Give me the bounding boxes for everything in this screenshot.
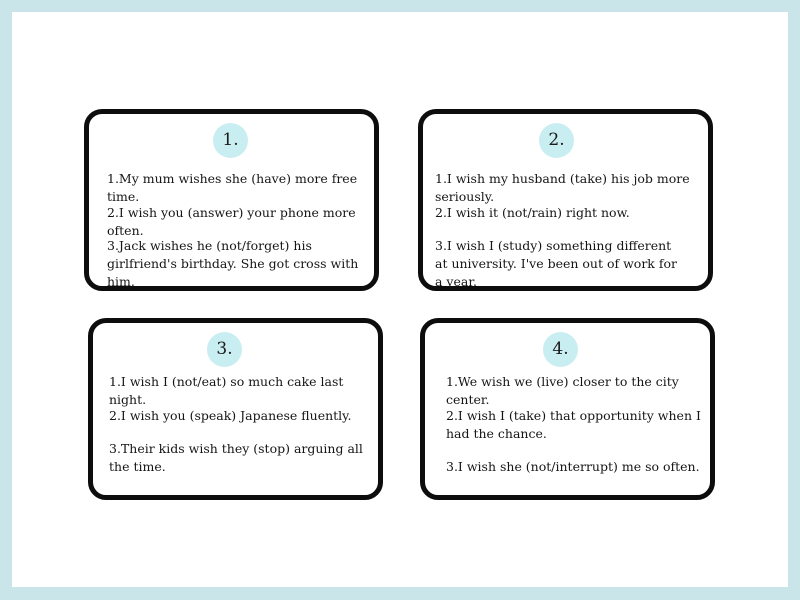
card-2-sentence-3: 3.I wish I (study) something different at university. I've been out of work for a year.	[435, 238, 677, 289]
worksheet	[12, 12, 788, 587]
card-3-sentence-1: 1.I wish I (not/eat) so much cake last night.	[109, 374, 344, 407]
card-1-sentence-3: 3.Jack wishes he (not/forget) his girlfriend's birthday. She got cross with him.	[107, 238, 359, 289]
card-2-sentence-1: 1.I wish my husband (take) his job more seriously.	[435, 171, 690, 204]
card-3-sentence-2: 2.I wish you (speak) Japanese fluently.	[109, 408, 352, 423]
card-number-badge-3: 3.	[207, 332, 242, 367]
card-4-sentence-2: 2.I wish I (take) that opportunity when I had the chance.	[446, 408, 701, 441]
card-number-badge-2: 2.	[539, 123, 574, 158]
card-2-sentence-2: 2.I wish it (not/rain) right now.	[435, 205, 630, 220]
card-number-badge-4: 4.	[543, 332, 578, 367]
card-3-sentence-3: 3.Their kids wish they (stop) arguing all the time.	[109, 441, 363, 474]
card-1-sentence-2: 2.I wish you (answer) your phone more often.	[107, 205, 356, 238]
card-1-sentence-1: 1.My mum wishes she (have) more free time.	[107, 171, 358, 204]
card-4-sentence-3: 3.I wish she (not/interrupt) me so often.	[446, 459, 700, 474]
card-number-badge-1: 1.	[213, 123, 248, 158]
card-4-sentence-1: 1.We wish we (live) closer to the city center.	[446, 374, 679, 407]
